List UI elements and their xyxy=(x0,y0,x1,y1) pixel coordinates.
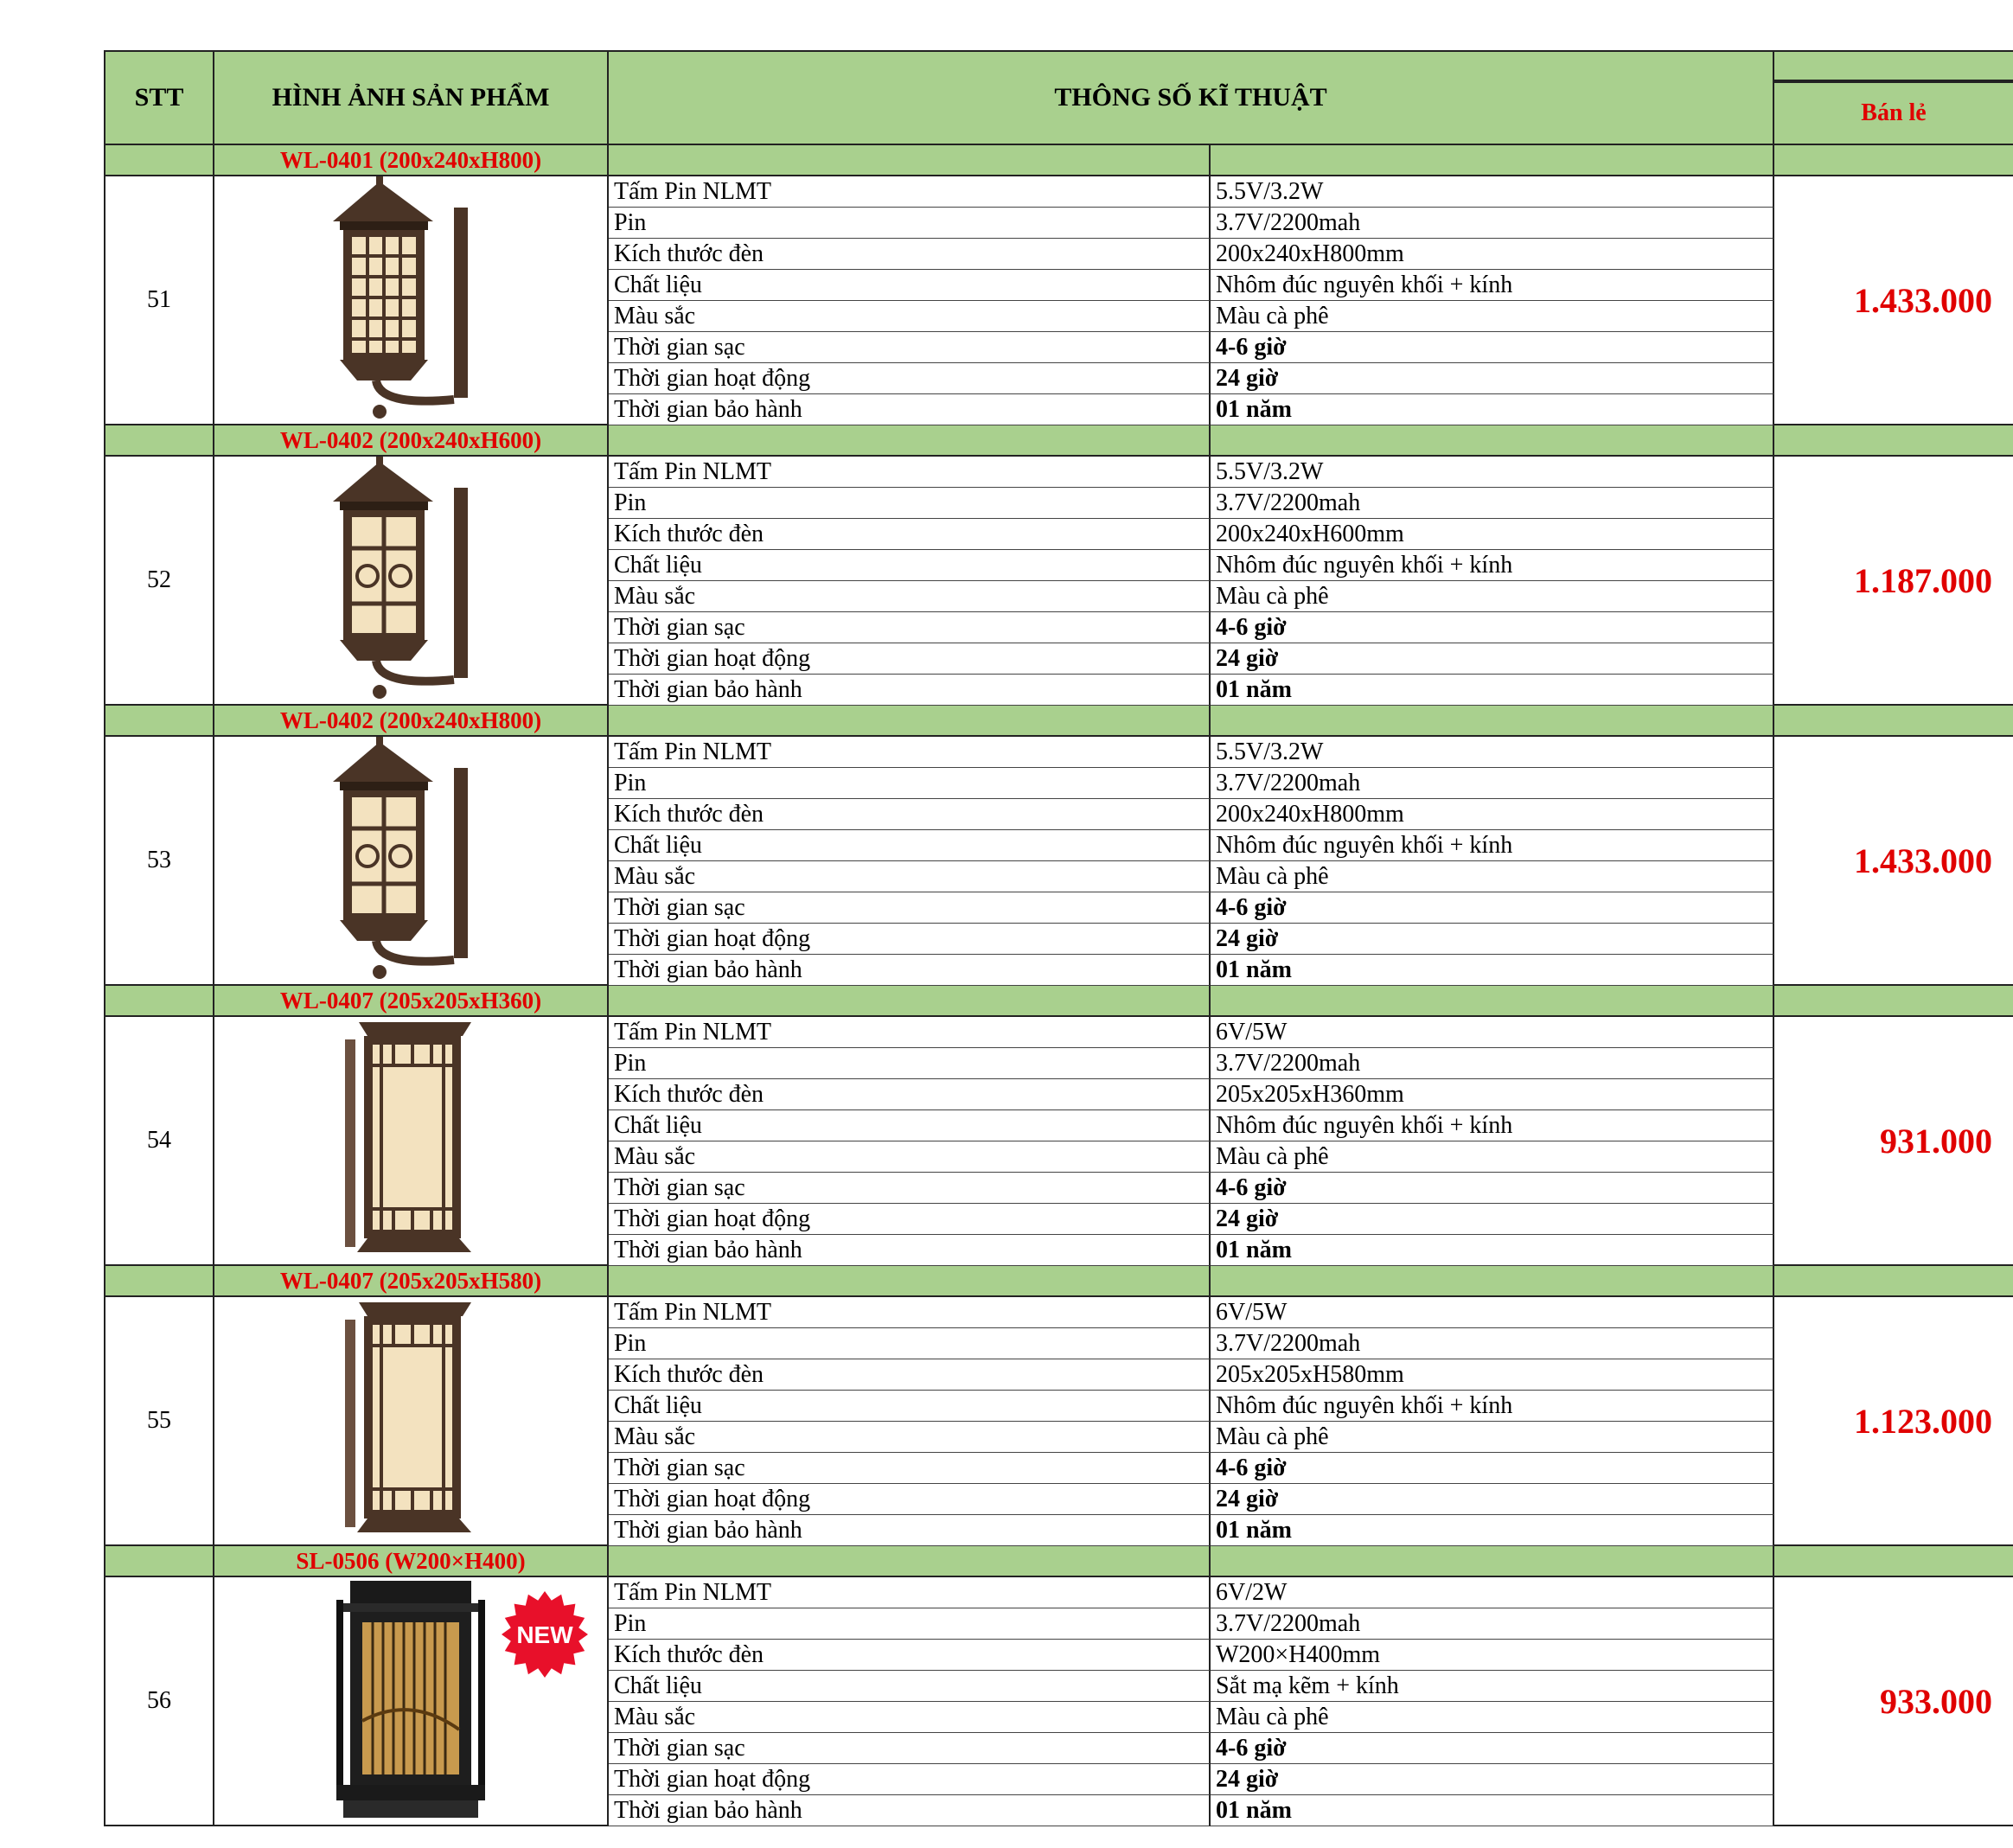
spec-value: 01 năm xyxy=(1211,1515,1774,1546)
model-title: WL-0402 (200x240xH800) xyxy=(214,706,609,737)
spec-value: 200x240xH800mm xyxy=(1211,239,1774,270)
spec-label: Thời gian bảo hành xyxy=(609,1515,1211,1546)
spec-value: 3.7V/2200mah xyxy=(1211,1048,1774,1079)
spec-value: Nhôm đúc nguyên khối + kính xyxy=(1211,1391,1774,1422)
new-badge xyxy=(500,1589,590,1679)
spec-label: Màu sắc xyxy=(609,1422,1211,1453)
spec-label: Thời gian bảo hành xyxy=(609,1795,1211,1826)
stt-cell: 55 xyxy=(104,1297,214,1546)
stt-cell: 52 xyxy=(104,457,214,706)
model-band-stt xyxy=(104,145,214,176)
spec-label: Pin xyxy=(609,1608,1211,1640)
model-band-spec-value xyxy=(1211,1546,1774,1577)
spec-label: Chất liệu xyxy=(609,550,1211,581)
model-band-spec-label xyxy=(609,425,1211,457)
spec-value: 24 giờ xyxy=(1211,1764,1774,1795)
spec-value: 3.7V/2200mah xyxy=(1211,1328,1774,1359)
spec-value: 01 năm xyxy=(1211,1795,1774,1826)
header-price: Bán lẻ xyxy=(1774,81,2013,145)
price-cell: 1.187.000 xyxy=(1774,457,2013,706)
spec-label: Kích thước đèn xyxy=(609,1359,1211,1391)
spec-label: Kích thước đèn xyxy=(609,799,1211,830)
model-title: WL-0402 (200x240xH600) xyxy=(214,425,609,457)
spec-value: 4-6 giờ xyxy=(1211,892,1774,924)
spec-value: Màu cà phê xyxy=(1211,861,1774,892)
spec-value: 01 năm xyxy=(1211,394,1774,425)
spec-value: Màu cà phê xyxy=(1211,301,1774,332)
wall-lantern-lattice-icon xyxy=(324,176,497,425)
model-band-price xyxy=(1774,1266,2013,1297)
model-band-spec-label xyxy=(609,986,1211,1017)
spec-label: Thời gian sạc xyxy=(609,1733,1211,1764)
spec-label: Pin xyxy=(609,1048,1211,1079)
spec-value: 24 giờ xyxy=(1211,643,1774,675)
spec-value: 5.5V/3.2W xyxy=(1211,737,1774,768)
spec-value: 3.7V/2200mah xyxy=(1211,768,1774,799)
spec-value: 4-6 giờ xyxy=(1211,332,1774,363)
model-title: WL-0407 (205x205xH580) xyxy=(214,1266,609,1297)
spec-label: Chất liệu xyxy=(609,270,1211,301)
model-band-spec-label xyxy=(609,1546,1211,1577)
spec-value: 200x240xH600mm xyxy=(1211,519,1774,550)
spec-label: Kích thước đèn xyxy=(609,239,1211,270)
price-cell: 1.433.000 xyxy=(1774,176,2013,425)
spec-value: Nhôm đúc nguyên khối + kính xyxy=(1211,1110,1774,1141)
spec-label: Thời gian sạc xyxy=(609,612,1211,643)
spec-value: Màu cà phê xyxy=(1211,1702,1774,1733)
header-price-top xyxy=(1774,50,2013,81)
model-band-spec-value xyxy=(1211,145,1774,176)
spec-value: 6V/5W xyxy=(1211,1017,1774,1048)
model-title: WL-0401 (200x240xH800) xyxy=(214,145,609,176)
product-image-cell xyxy=(214,1577,609,1826)
spec-value: Nhôm đúc nguyên khối + kính xyxy=(1211,550,1774,581)
spec-value: 24 giờ xyxy=(1211,1484,1774,1515)
header-image: HÌNH ẢNH SẢN PHẨM xyxy=(214,50,609,145)
stt-cell: 54 xyxy=(104,1017,214,1266)
price-cell: 1.433.000 xyxy=(1774,737,2013,986)
stt-cell: 56 xyxy=(104,1577,214,1826)
price-cell: 1.123.000 xyxy=(1774,1297,2013,1546)
new-badge-label: NEW xyxy=(516,1621,573,1648)
model-band-stt xyxy=(104,1266,214,1297)
spec-value: 205x205xH360mm xyxy=(1211,1079,1774,1110)
spec-value: 5.5V/3.2W xyxy=(1211,457,1774,488)
pillar-lamp-icon xyxy=(324,1577,497,1826)
header-stt: STT xyxy=(104,50,214,145)
spec-label: Màu sắc xyxy=(609,301,1211,332)
stt-cell: 53 xyxy=(104,737,214,986)
new-burst-icon xyxy=(500,1589,590,1679)
model-band-stt xyxy=(104,1546,214,1577)
model-band-spec-value xyxy=(1211,425,1774,457)
stt-cell: 51 xyxy=(104,176,214,425)
model-band-stt xyxy=(104,986,214,1017)
spec-label: Chất liệu xyxy=(609,1671,1211,1702)
spec-label: Thời gian hoạt động xyxy=(609,363,1211,394)
spec-value: 200x240xH800mm xyxy=(1211,799,1774,830)
price-cell: 933.000 xyxy=(1774,1577,2013,1826)
spec-label: Tấm Pin NLMT xyxy=(609,737,1211,768)
model-band-spec-value xyxy=(1211,1266,1774,1297)
spec-label: Thời gian sạc xyxy=(609,332,1211,363)
spec-label: Pin xyxy=(609,488,1211,519)
spec-label: Chất liệu xyxy=(609,830,1211,861)
spec-label: Thời gian bảo hành xyxy=(609,955,1211,986)
spec-value: 24 giờ xyxy=(1211,924,1774,955)
spec-label: Thời gian hoạt động xyxy=(609,1204,1211,1235)
product-image-cell xyxy=(214,1017,609,1266)
spec-label: Màu sắc xyxy=(609,1141,1211,1173)
model-band-price xyxy=(1774,145,2013,176)
spec-value: Màu cà phê xyxy=(1211,1422,1774,1453)
spec-value: 4-6 giờ xyxy=(1211,612,1774,643)
spec-label: Tấm Pin NLMT xyxy=(609,1297,1211,1328)
spec-value: 205x205xH580mm xyxy=(1211,1359,1774,1391)
product-image-cell xyxy=(214,737,609,986)
spec-label: Tấm Pin NLMT xyxy=(609,457,1211,488)
product-image-cell xyxy=(214,457,609,706)
model-band-stt xyxy=(104,425,214,457)
spec-value: Nhôm đúc nguyên khối + kính xyxy=(1211,830,1774,861)
spec-label: Kích thước đèn xyxy=(609,1640,1211,1671)
model-band-price xyxy=(1774,425,2013,457)
spec-label: Thời gian hoạt động xyxy=(609,1484,1211,1515)
model-band-stt xyxy=(104,706,214,737)
spec-label: Pin xyxy=(609,1328,1211,1359)
spec-value: Màu cà phê xyxy=(1211,1141,1774,1173)
spec-value: 3.7V/2200mah xyxy=(1211,1608,1774,1640)
spec-value: 6V/2W xyxy=(1211,1577,1774,1608)
spec-label: Thời gian hoạt động xyxy=(609,1764,1211,1795)
spec-label: Tấm Pin NLMT xyxy=(609,176,1211,208)
spec-label: Chất liệu xyxy=(609,1391,1211,1422)
spec-value: 5.5V/3.2W xyxy=(1211,176,1774,208)
spec-value: 01 năm xyxy=(1211,675,1774,706)
spec-value: W200×H400mm xyxy=(1211,1640,1774,1671)
header-specs: THÔNG SỐ KĨ THUẬT xyxy=(609,50,1774,145)
spec-value: Sắt mạ kẽm + kính xyxy=(1211,1671,1774,1702)
spec-label: Thời gian sạc xyxy=(609,1453,1211,1484)
spec-label: Màu sắc xyxy=(609,1702,1211,1733)
spec-value: Nhôm đúc nguyên khối + kính xyxy=(1211,270,1774,301)
spec-label: Chất liệu xyxy=(609,1110,1211,1141)
spec-label: Màu sắc xyxy=(609,581,1211,612)
spec-value: 3.7V/2200mah xyxy=(1211,208,1774,239)
wall-lantern-solar-icon xyxy=(324,457,497,706)
model-title: WL-0407 (205x205xH360) xyxy=(214,986,609,1017)
spec-label: Thời gian bảo hành xyxy=(609,1235,1211,1266)
spec-value: 4-6 giờ xyxy=(1211,1173,1774,1204)
model-band-spec-label xyxy=(609,1266,1211,1297)
spec-label: Kích thước đèn xyxy=(609,1079,1211,1110)
spec-label: Thời gian hoạt động xyxy=(609,924,1211,955)
model-band-spec-value xyxy=(1211,706,1774,737)
model-title: SL-0506 (W200×H400) xyxy=(214,1546,609,1577)
wall-lamp-square-icon xyxy=(333,1017,489,1266)
spec-label: Tấm Pin NLMT xyxy=(609,1577,1211,1608)
spec-label: Thời gian bảo hành xyxy=(609,675,1211,706)
spec-value: 24 giờ xyxy=(1211,363,1774,394)
spec-value: 01 năm xyxy=(1211,955,1774,986)
spec-value: 24 giờ xyxy=(1211,1204,1774,1235)
spec-label: Thời gian hoạt động xyxy=(609,643,1211,675)
model-band-spec-label xyxy=(609,145,1211,176)
spec-label: Tấm Pin NLMT xyxy=(609,1017,1211,1048)
spec-value: Màu cà phê xyxy=(1211,581,1774,612)
spec-value: 4-6 giờ xyxy=(1211,1733,1774,1764)
model-band-price xyxy=(1774,986,2013,1017)
spec-label: Thời gian sạc xyxy=(609,892,1211,924)
spec-value: 01 năm xyxy=(1211,1235,1774,1266)
spec-label: Thời gian sạc xyxy=(609,1173,1211,1204)
product-image-cell xyxy=(214,1297,609,1546)
price-cell: 931.000 xyxy=(1774,1017,2013,1266)
spec-label: Thời gian bảo hành xyxy=(609,394,1211,425)
spec-label: Kích thước đèn xyxy=(609,519,1211,550)
spec-value: 6V/5W xyxy=(1211,1297,1774,1328)
spec-value: 4-6 giờ xyxy=(1211,1453,1774,1484)
spec-label: Màu sắc xyxy=(609,861,1211,892)
product-image-cell xyxy=(214,176,609,425)
model-band-spec-value xyxy=(1211,986,1774,1017)
spec-value: 3.7V/2200mah xyxy=(1211,488,1774,519)
model-band-price xyxy=(1774,1546,2013,1577)
spec-label: Pin xyxy=(609,768,1211,799)
wall-lantern-solar-icon xyxy=(324,737,497,986)
spec-label: Pin xyxy=(609,208,1211,239)
model-band-price xyxy=(1774,706,2013,737)
wall-lamp-square-icon xyxy=(333,1297,489,1546)
model-band-spec-label xyxy=(609,706,1211,737)
